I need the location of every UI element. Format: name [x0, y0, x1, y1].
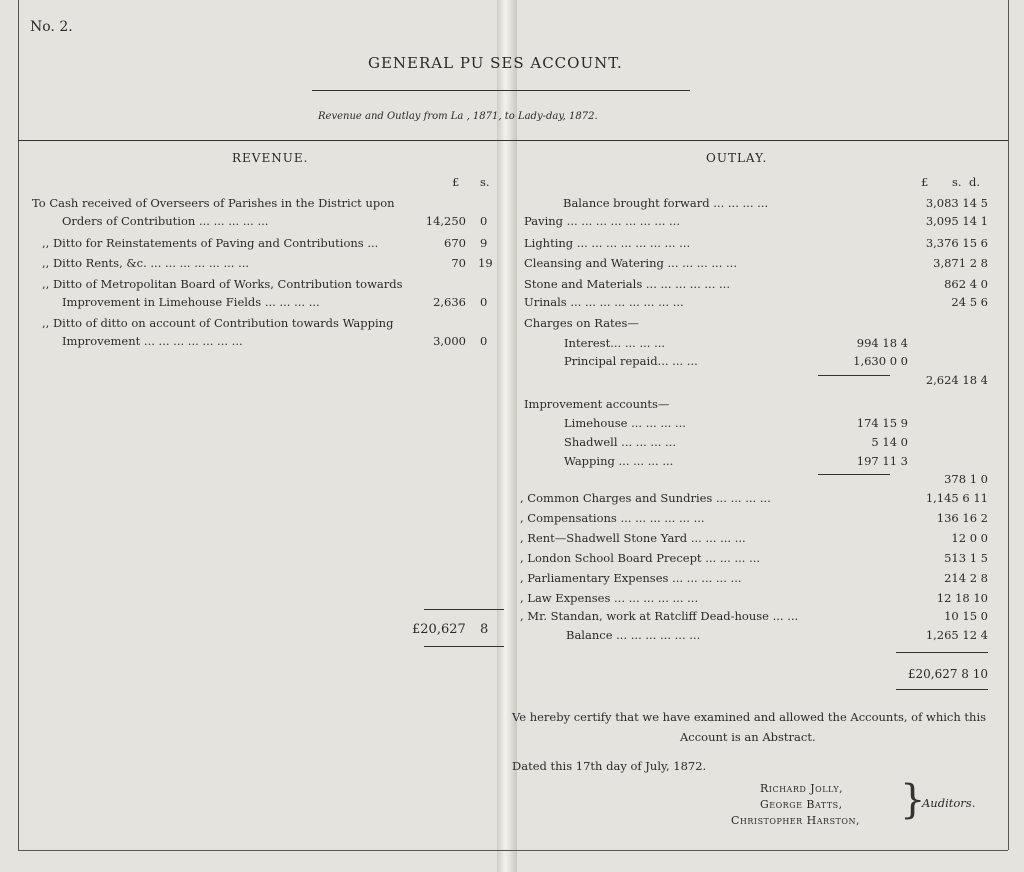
outlay-item-5-amount: 862 4 0 — [944, 277, 988, 291]
outlay-item-9-amount: 12 0 0 — [951, 531, 988, 545]
outlay-improvement-shadwell-label: Shadwell ... ... ... ... — [564, 435, 676, 449]
revenue-item-1-shillings: 0 — [480, 214, 488, 228]
outlay-item-11-amount: 214 2 8 — [944, 571, 988, 585]
outlay-improvement-total: 378 1 0 — [944, 472, 988, 486]
revenue-item-5-pounds: 3,000 — [433, 334, 466, 348]
revenue-total-rule-bottom — [424, 646, 504, 647]
outlay-improvement-limehouse-amount: 174 15 9 — [856, 416, 908, 430]
certification-line-2: Account is an Abstract. — [680, 730, 816, 744]
outlay-rates-principal-amount: 1,630 0 0 — [853, 354, 908, 368]
revenue-item-3-pounds: 70 — [451, 256, 466, 270]
outlay-item-4-label: Cleansing and Watering ... ... ... ... ... — [524, 256, 737, 270]
outlay-item-8-amount: 136 16 2 — [936, 511, 988, 525]
revenue-item-4-line-2: Improvement in Limehouse Fields ... ... ... ... — [62, 295, 320, 309]
revenue-item-5-shillings: 0 — [480, 334, 488, 348]
outlay-rates-total: 2,624 18 4 — [925, 373, 988, 387]
book-spine — [497, 0, 517, 872]
outlay-improvement-wapping-label: Wapping ... ... ... ... — [564, 454, 674, 468]
outlay-improvement-heading: Improvement accounts— — [524, 397, 670, 411]
revenue-item-2-line-1: ,, Ditto for Reinstatements of Paving and Contributions ... — [42, 236, 379, 250]
revenue-heading: REVENUE. — [232, 151, 309, 165]
revenue-item-2-pounds: 670 — [444, 236, 466, 250]
outlay-balance-amount: 1,265 12 4 — [925, 628, 988, 642]
outlay-item-2-label: Paving ... ... ... ... ... ... ... ... — [524, 214, 680, 228]
outlay-rates-principal-label: Principal repaid... ... ... — [564, 354, 698, 368]
frame-left — [18, 0, 19, 850]
outlay-item-12-amount: 12 18 10 — [936, 591, 988, 605]
outlay-total-rule-bottom — [896, 689, 988, 690]
revenue-item-1-pounds: 14,250 — [425, 214, 466, 228]
revenue-item-1-line-2: Orders of Contribution ... ... ... ... ... — [62, 214, 269, 228]
outlay-item-13-amount: 10 15 0 — [944, 609, 988, 623]
revenue-col-shillings: s. — [480, 175, 490, 189]
outlay-item-6-label: Urinals ... ... ... ... ... ... ... ... — [524, 295, 684, 309]
outlay-item-2-amount: 3,095 14 1 — [925, 214, 988, 228]
outlay-col-pence: d. — [969, 175, 981, 189]
account-title: GENERAL PU SES ACCOUNT. — [368, 54, 623, 72]
outlay-item-8-label: , Compensations ... ... ... ... ... ... — [520, 511, 705, 525]
outlay-rates-interest-amount: 994 18 4 — [856, 336, 908, 350]
outlay-item-3-label: Lighting ... ... ... ... ... ... ... ... — [524, 236, 691, 250]
outlay-item-3-amount: 3,376 15 6 — [925, 236, 988, 250]
outlay-item-5-label: Stone and Materials ... ... ... ... ... ... — [524, 277, 730, 291]
outlay-rates-heading: Charges on Rates— — [524, 316, 639, 330]
frame-right — [1008, 0, 1009, 850]
revenue-item-1-line-1: To Cash received of Overseers of Parishes in the District upon — [32, 196, 395, 210]
outlay-item-1-amount: 3,083 14 5 — [925, 196, 988, 210]
outlay-rates-interest-label: Interest... ... ... ... — [564, 336, 666, 350]
account-subtitle: Revenue and Outlay from La , 1871, to Lady-day, 1872. — [318, 111, 598, 122]
outlay-item-12-label: , Law Expenses ... ... ... ... ... ... — [520, 591, 699, 605]
outlay-balance-label: Balance ... ... ... ... ... ... — [566, 628, 701, 642]
outlay-item-4-amount: 3,871 2 8 — [933, 256, 988, 270]
outlay-improvement-shadwell-amount: 5 14 0 — [871, 435, 908, 449]
frame-bottom — [18, 850, 1008, 851]
certification-date: Dated this 17th day of July, 1872. — [512, 759, 707, 773]
outlay-item-9-label: , Rent—Shadwell Stone Yard ... ... ... ... — [520, 531, 746, 545]
outlay-col-pounds: £ — [921, 175, 929, 189]
revenue-item-5-line-2: Improvement ... ... ... ... ... ... ... — [62, 334, 243, 348]
outlay-improvement-wapping-amount: 197 11 3 — [856, 454, 908, 468]
revenue-item-4-line-1: ,, Ditto of Metropolitan Board of Works, Contribution towards — [42, 277, 403, 291]
certification-line-1: Ve hereby certify that we have examined and allowed the Accounts, of which this — [512, 710, 987, 724]
page-number: No. 2. — [30, 19, 73, 35]
auditors-brace: } — [900, 777, 926, 823]
outlay-item-7-label: , Common Charges and Sundries ... ... ... ... — [520, 491, 771, 505]
title-rule — [312, 90, 690, 91]
revenue-item-5-line-1: ,, Ditto of ditto on account of Contribution towards Wapping — [42, 316, 394, 330]
outlay-item-7-amount: 1,145 6 11 — [925, 491, 988, 505]
outlay-item-11-label: , Parliamentary Expenses ... ... ... ... ... — [520, 571, 742, 585]
outlay-item-13-label: , Mr. Standan, work at Ratcliff Dead-house ... ... — [520, 609, 799, 623]
auditor-2: George Batts, — [760, 798, 843, 811]
outlay-item-10-amount: 513 1 5 — [944, 551, 988, 565]
revenue-item-4-pounds: 2,636 — [433, 295, 466, 309]
revenue-item-4-shillings: 0 — [480, 295, 488, 309]
outlay-total: £20,627 8 10 — [907, 667, 988, 681]
revenue-total-shillings: 8 — [480, 622, 489, 637]
outlay-col-shillings: s. — [952, 175, 962, 189]
revenue-item-2-shillings: 9 — [480, 236, 488, 250]
revenue-total-rule-top — [424, 609, 504, 610]
revenue-item-3-shillings: 19 — [478, 256, 493, 270]
outlay-improvement-limehouse-label: Limehouse ... ... ... ... — [564, 416, 686, 430]
revenue-total-pounds: £20,627 — [412, 622, 466, 637]
header-rule — [18, 140, 1008, 141]
outlay-heading: OUTLAY. — [706, 151, 768, 165]
auditors-label: Auditors. — [922, 796, 976, 810]
revenue-col-pounds: £ — [452, 175, 460, 189]
outlay-total-rule-top — [896, 652, 988, 653]
revenue-item-3-line-1: ,, Ditto Rents, &c. ... ... ... ... ... ... ... — [42, 256, 250, 270]
auditor-3: Christopher Harston, — [731, 814, 860, 827]
outlay-item-1-label: Balance brought forward ... ... ... ... — [563, 196, 769, 210]
outlay-item-10-label: , London School Board Precept ... ... ... ... — [520, 551, 761, 565]
auditor-1: Richard Jolly, — [760, 782, 844, 795]
outlay-item-6-amount: 24 5 6 — [951, 295, 988, 309]
